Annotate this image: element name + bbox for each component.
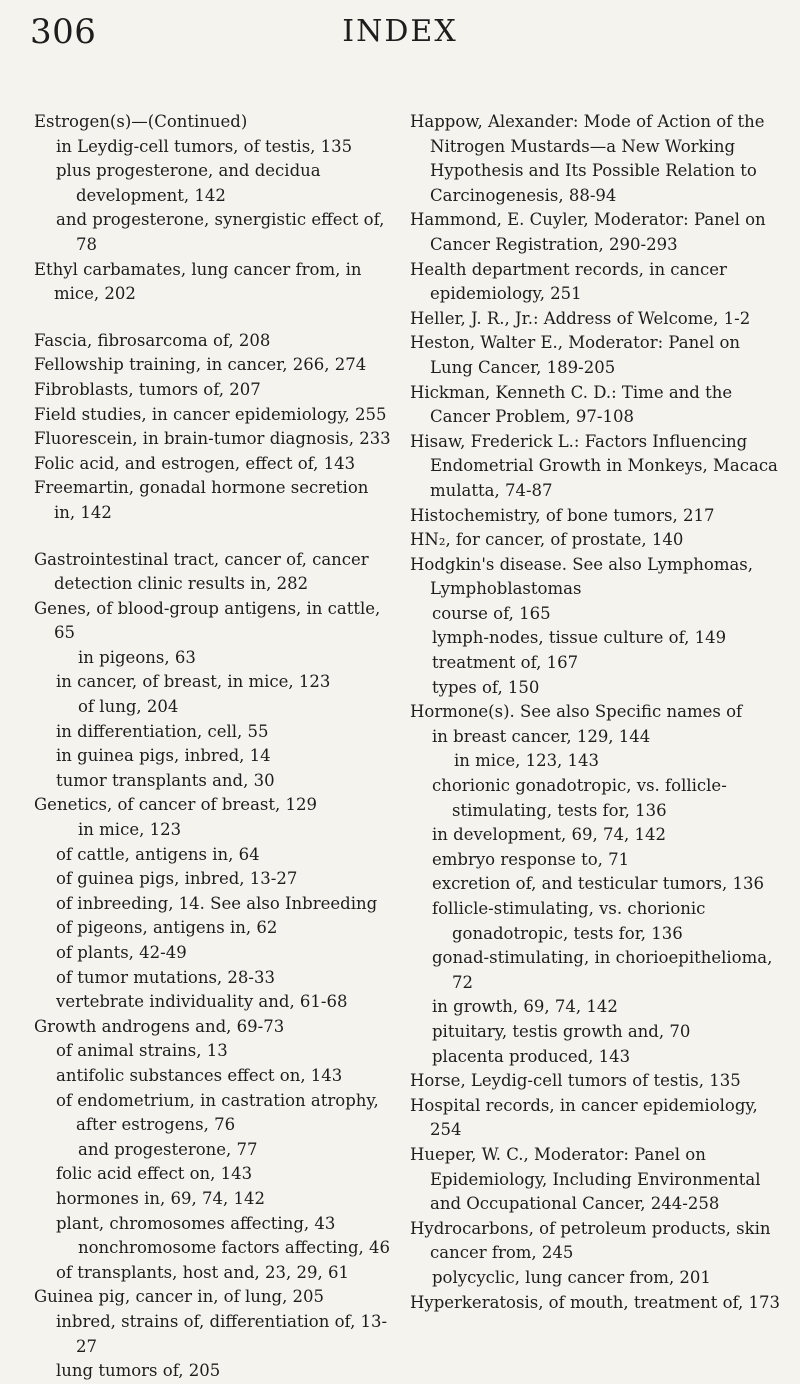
index-subentry: course of, 165 bbox=[432, 603, 551, 623]
index-subentry: embryo response to, 71 bbox=[432, 849, 630, 869]
index-entry: Fibroblasts, tumors of, 207 bbox=[34, 379, 261, 399]
index-entry: Histochemistry, of bone tumors, 217 bbox=[410, 505, 715, 525]
index-subentry: of pigeons, antigens in, 62 bbox=[56, 918, 278, 938]
index-entry: HN₂, for cancer, of prostate, 140 bbox=[410, 530, 684, 550]
index-subentry: lymph-nodes, tissue culture of, 149 bbox=[432, 628, 727, 648]
index-entry: Hodgkin's disease. See also Lymphomas, Lymphoblastomas bbox=[410, 554, 754, 599]
index-subentry: plus progesterone, and decidua development, 142 bbox=[56, 161, 321, 205]
index-entry: Growth androgens and, 69-73 bbox=[34, 1016, 285, 1036]
index-entry: Hammond, E. Cuyler, Moderator: Panel on Cancer Registration, 290-293 bbox=[410, 210, 766, 254]
index-subentry: of lung, 204 bbox=[78, 697, 179, 717]
index-entry: Hydrocarbons, of petroleum products, skin cancer from, 245 bbox=[410, 1218, 771, 1263]
index-subentry: of animal strains, 13 bbox=[56, 1041, 228, 1061]
index-subentry: in breast cancer, 129, 144 bbox=[432, 726, 651, 746]
index-subentry: in Leydig-cell tumors, of testis, 135 bbox=[56, 136, 353, 156]
index-entry: Gastrointestinal tract, cancer of, cancer detection clinic results in, 282 bbox=[34, 549, 369, 594]
index-subentry: of inbreeding, 14. See also Inbreeding bbox=[56, 893, 378, 913]
index-subentry: follicle-stimulating, vs. chorionic gonadotropic, tests for, 136 bbox=[432, 899, 706, 943]
index-subentry: of tumor mutations, 28-33 bbox=[56, 967, 275, 987]
index-subentry: hormones in, 69, 74, 142 bbox=[56, 1188, 265, 1208]
index-subentry: in mice, 123, 143 bbox=[454, 751, 600, 771]
index-entry: Heston, Walter E., Moderator: Panel on Lung Cancer, 189-205 bbox=[410, 333, 741, 377]
index-entry: Estrogen(s)—(Continued) bbox=[34, 112, 248, 131]
index-entry: Field studies, in cancer epidemiology, 255 bbox=[34, 404, 387, 424]
index-entry: Freemartin, gonadal hormone secretion in, 142 bbox=[34, 478, 369, 522]
index-subentry: polycyclic, lung cancer from, 201 bbox=[432, 1267, 711, 1287]
index-entry: Folic acid, and estrogen, effect of, 143 bbox=[34, 453, 356, 473]
index-subentry: in pigeons, 63 bbox=[78, 647, 196, 667]
index-entry: Hospital records, in cancer epidemiology, 254 bbox=[410, 1095, 758, 1140]
index-subentry: in mice, 123 bbox=[78, 820, 182, 840]
index-entry: Happow, Alexander: Mode of Action of the Nitrogen Mustards—a New Working Hypothesis and Its Possible Relation to Carcinogenesis, 88-94 bbox=[410, 112, 765, 205]
index-entry: Hyperkeratosis, of mouth, treatment of, 173 bbox=[410, 1292, 781, 1312]
index-subentry: nonchromosome factors affecting, 46 bbox=[78, 1238, 391, 1258]
index-subentry: and progesterone, 77 bbox=[78, 1139, 258, 1159]
index-subentry: gonad-stimulating, in chorioepithelioma, 72 bbox=[432, 948, 773, 992]
index-column-right bbox=[410, 110, 782, 1315]
index-subentry: plant, chromosomes affecting, 43 bbox=[56, 1213, 336, 1233]
index-entry: Health department records, in cancer epidemiology, 251 bbox=[410, 259, 727, 304]
index-subentry: inbred, strains of, differentiation of, 13-27 bbox=[56, 1311, 388, 1356]
index-subentry: tumor transplants and, 30 bbox=[56, 770, 275, 790]
index-entry: Horse, Leydig-cell tumors of testis, 135 bbox=[410, 1071, 741, 1091]
index-subentry: in differentiation, cell, 55 bbox=[56, 721, 269, 741]
index-entry: Heller, J. R., Jr.: Address of Welcome, 1-2 bbox=[410, 308, 751, 328]
index-subentry: antifolic substances effect on, 143 bbox=[56, 1065, 343, 1085]
index-entry: Hormone(s). See also Specific names of bbox=[410, 702, 743, 722]
index-subentry: of transplants, host and, 23, 29, 61 bbox=[56, 1262, 350, 1282]
index-entry: Hickman, Kenneth C. D.: Time and the Cancer Problem, 97-108 bbox=[410, 382, 733, 427]
index-subentry: in growth, 69, 74, 142 bbox=[432, 997, 618, 1017]
index-entry: Fellowship training, in cancer, 266, 274 bbox=[34, 355, 367, 375]
index-subentry: and progesterone, synergistic effect of, 78 bbox=[56, 210, 385, 254]
index-subentry: lung tumors of, 205 bbox=[56, 1361, 221, 1381]
index-subentry: types of, 150 bbox=[432, 677, 540, 697]
index-subentry: in cancer, of breast, in mice, 123 bbox=[56, 672, 331, 692]
index-entry: Hueper, W. C., Moderator: Panel on Epidemiology, Including Environmental and Occupational Cancer, 244-258 bbox=[410, 1144, 761, 1214]
index-entry: Guinea pig, cancer in, of lung, 205 bbox=[34, 1287, 325, 1307]
index-subentry: placenta produced, 143 bbox=[432, 1046, 631, 1066]
index-subentry: in guinea pigs, inbred, 14 bbox=[56, 746, 271, 766]
index-entry: Genes, of blood-group antigens, in cattle, 65 bbox=[34, 598, 381, 643]
index-entry: Fluorescein, in brain-tumor diagnosis, 233 bbox=[34, 429, 391, 449]
index-column-left bbox=[34, 110, 394, 1384]
index-subentry: treatment of, 167 bbox=[432, 653, 579, 673]
index-subentry: of guinea pigs, inbred, 13-27 bbox=[56, 869, 298, 889]
page-number: 306 bbox=[30, 12, 97, 52]
page-title: INDEX bbox=[342, 14, 458, 49]
index-subentry: pituitary, testis growth and, 70 bbox=[432, 1021, 691, 1041]
index-subentry: vertebrate individuality and, 61-68 bbox=[56, 992, 348, 1012]
index-subentry: chorionic gonadotropic, vs. follicle-stimulating, tests for, 136 bbox=[432, 776, 727, 820]
index-subentry: of endometrium, in castration atrophy, after estrogens, 76 bbox=[56, 1090, 379, 1135]
index-entry: Genetics, of cancer of breast, 129 bbox=[34, 795, 317, 815]
index-subentry: in development, 69, 74, 142 bbox=[432, 825, 666, 845]
index-subentry: of plants, 42-49 bbox=[56, 943, 187, 962]
index-entry: Fascia, fibrosarcoma of, 208 bbox=[34, 330, 271, 350]
index-subentry: folic acid effect on, 143 bbox=[56, 1164, 253, 1184]
index-subentry: excretion of, and testicular tumors, 136 bbox=[432, 874, 764, 894]
index-subentry: of cattle, antigens in, 64 bbox=[56, 844, 260, 864]
index-entry: Ethyl carbamates, lung cancer from, in mice, 202 bbox=[34, 259, 362, 304]
index-entry: Hisaw, Frederick L.: Factors Influencing Endometrial Growth in Monkeys, Macaca mulatta, 74-87 bbox=[410, 431, 778, 500]
